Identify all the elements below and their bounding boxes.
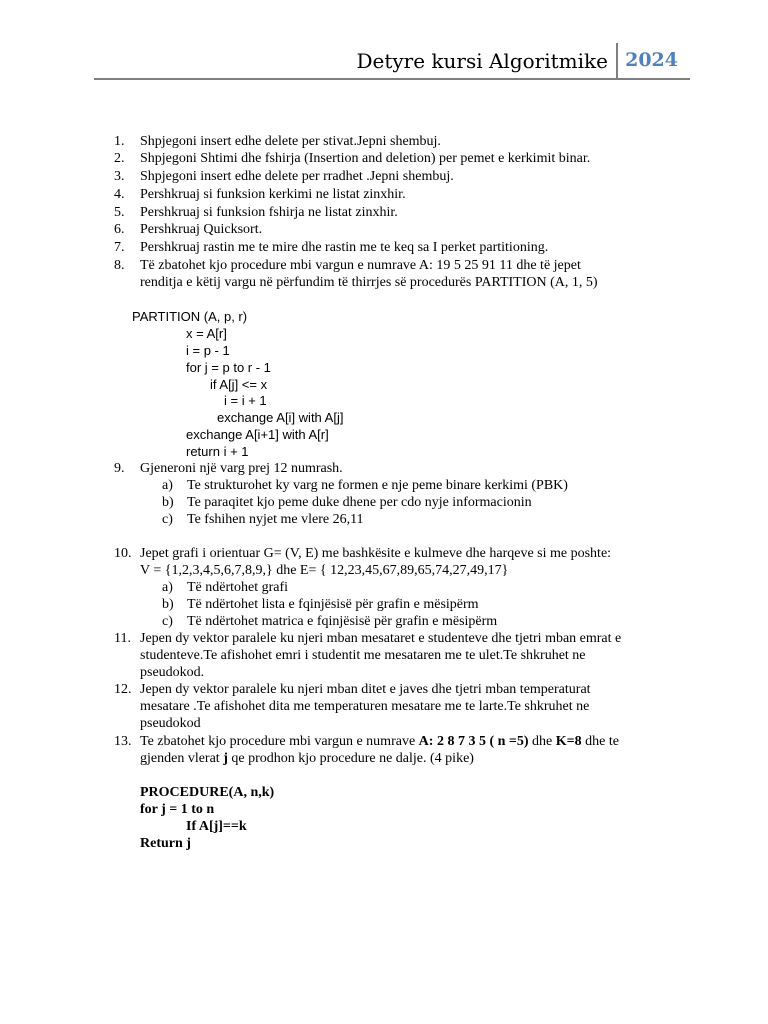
item-text: renditja e këtij vargu në përfundim të thirrjes së procedurës PARTITION (A, 1, 5)	[140, 275, 598, 290]
item-text: Pershkruaj si funksion kerkimi ne listat zinxhir.	[140, 187, 406, 202]
item-text: Jepen dy vektor paralele ku njeri mban ditet e javes dhe tjetri mban temperaturat	[140, 682, 591, 697]
item-number: 2.	[114, 151, 125, 166]
sub-item-text: Te fshihen nyjet me vlere 26,11	[187, 512, 364, 527]
item-text: Jepen dy vektor paralele ku njeri mban mesataret e studenteve dhe tjetri mban emrat e	[140, 631, 622, 646]
sub-item-text: Të ndërtohet grafi	[187, 580, 289, 595]
code-line: exchange A[i+1] with A[r]	[186, 427, 329, 442]
item-number: 3.	[114, 169, 125, 184]
item-text: Të zbatohet kjo procedure mbi vargun e numrave A: 19 5 25 91 11 dhe të jepet	[140, 258, 581, 273]
code-line: If A[j]==k	[186, 819, 247, 834]
code-line: PROCEDURE(A, n,k)	[140, 785, 275, 800]
header-separator	[616, 43, 618, 78]
item-text: Pershkruaj rastin me te mire dhe rastin me te keq sa I perket partitioning.	[140, 240, 549, 255]
sub-item-label: b)	[162, 495, 174, 510]
item-text	[140, 733, 619, 750]
item-number: 12.	[114, 682, 132, 697]
page-header	[94, 40, 690, 80]
header-title: Detyre kursi Algoritmike	[356, 49, 608, 73]
code-line: i = p - 1	[186, 343, 230, 358]
item-number: 1.	[114, 134, 125, 149]
item-text: pseudokod.	[140, 665, 205, 680]
sub-item-text: Të ndërtohet lista e fqinjësisë për grafin e mësipërm	[187, 597, 479, 612]
item-text: Shpjegoni insert edhe delete per stivat.Jepni shembuj.	[140, 134, 441, 149]
text-run-bold: j	[223, 751, 228, 766]
item-text: pseudokod	[140, 716, 201, 731]
item-text: Shpjegoni insert edhe delete per rradhet .Jepni shembuj.	[140, 169, 454, 184]
item-number: 7.	[114, 240, 125, 255]
sub-item-label: a)	[162, 478, 173, 493]
item-number: 4.	[114, 187, 125, 202]
code-line: x = A[r]	[186, 326, 227, 341]
sub-item-label: c)	[162, 614, 173, 629]
item-number: 11.	[114, 631, 131, 646]
item-number: 8.	[114, 258, 125, 273]
text-run: Te zbatohet kjo procedure mbi vargun e numrave	[140, 734, 419, 749]
sub-item-label: b)	[162, 597, 174, 612]
item-number: 5.	[114, 205, 125, 220]
item-number: 9.	[114, 461, 125, 476]
item-number: 6.	[114, 222, 125, 237]
sub-item-text: Te paraqitet kjo peme duke dhene per cdo nyje informacionin	[187, 495, 532, 510]
sub-item-label: c)	[162, 512, 173, 527]
text-run: gjenden vlerat	[140, 751, 224, 766]
code-line: exchange A[i] with A[j]	[217, 410, 344, 425]
sub-item-label: a)	[162, 580, 173, 595]
sub-item-text: Te strukturohet ky varg ne formen e nje peme binare kerkimi (PBK)	[187, 478, 568, 493]
item-text: studenteve.Te afishohet emri i studentit me mesataren me te ulet.Te shkruhet ne	[140, 648, 586, 663]
text-run-bold: K=8	[555, 734, 582, 749]
code-line: PARTITION (A, p, r)	[132, 309, 248, 324]
item-text: Shpjegoni Shtimi dhe fshirja (Insertion and deletion) per pemet e kerkimit binar.	[140, 151, 591, 166]
text-run-bold: A: 2 8 7 3 5 ( n =5)	[418, 734, 529, 749]
item-text: Pershkruaj si funksion fshirja ne listat zinxhir.	[140, 205, 398, 220]
item-text: Jepet grafi i orientuar G= (V, E) me bashkësite e kulmeve dhe harqeve si me poshte:	[140, 546, 612, 561]
text-run: dhe	[528, 734, 556, 749]
code-line: Return j	[140, 836, 191, 851]
code-line: for j = 1 to n	[140, 802, 215, 817]
item-text: V = {1,2,3,4,5,6,7,8,9,} dhe E= { 12,23,45,67,89,65,74,27,49,17}	[140, 563, 509, 578]
text-run: dhe te	[581, 734, 619, 749]
item-number: 13.	[114, 734, 132, 749]
header-year: 2024	[625, 49, 678, 71]
sub-item-text: Të ndërtohet matrica e fqinjësisë për grafin e mësipërm	[187, 614, 498, 629]
item-text: Pershkruaj Quicksort.	[140, 222, 263, 237]
code-line: i = i + 1	[224, 393, 267, 408]
item-text: mesatare .Te afishohet dita me temperaturen mesatare me te larte.Te shkruhet ne	[140, 699, 590, 714]
item-number: 10.	[114, 546, 132, 561]
code-line: return i + 1	[186, 444, 249, 459]
item-text: Gjeneroni një varg prej 12 numrash.	[140, 461, 343, 476]
text-run: qe prodhon kjo procedure ne dalje. (4 pike)	[227, 751, 474, 766]
code-line: if A[j] <= x	[210, 377, 268, 392]
item-text	[140, 750, 474, 767]
code-line: for j = p to r - 1	[186, 360, 271, 375]
